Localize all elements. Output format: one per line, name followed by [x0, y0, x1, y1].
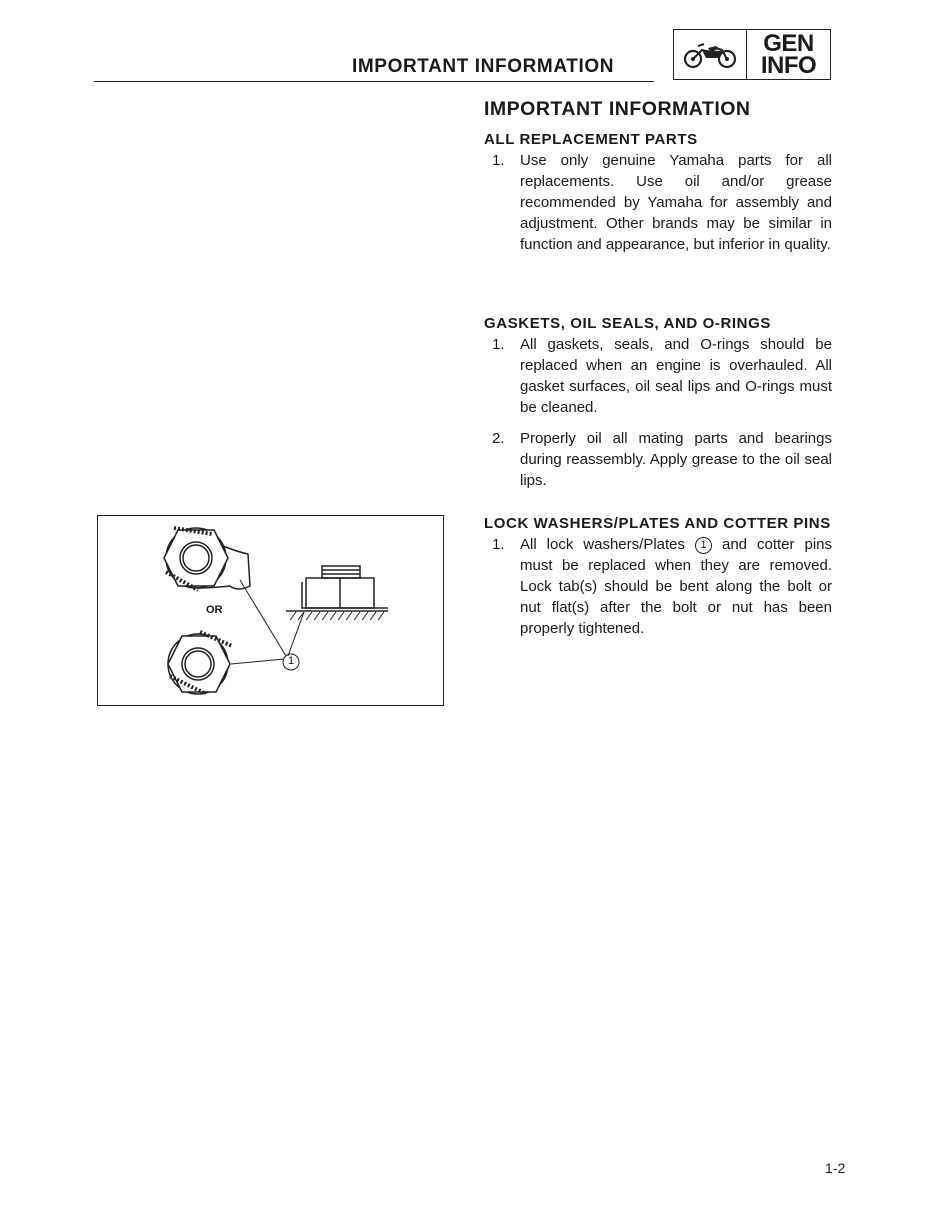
section-gaskets: [484, 313, 832, 491]
section-heading: LOCK WASHERS/PLATES AND COTTER PINS: [484, 515, 831, 532]
item-text-after: and cotter pins must be replaced when they are removed. Lock tab(s) should be bent along the bolt or nut flat(s) after the bolt or nut has been properly tightened.: [520, 536, 832, 637]
lock-washer-illustration-icon: [98, 516, 442, 704]
lock-washer-figure: [97, 515, 444, 706]
item-text-before: All lock washers/Plates: [520, 536, 686, 553]
page-number: 1-2: [825, 1160, 846, 1176]
header-title: IMPORTANT INFORMATION: [352, 56, 615, 77]
section-lock-washers: [484, 513, 832, 639]
badge-line-info: INFO: [760, 51, 817, 79]
section-replacement-parts: [484, 129, 832, 255]
section-badge: [673, 29, 831, 80]
item-text: Use only genuine Yamaha parts for all replacements. Use oil and/or grease recommended by Yamaha for assembly and adjustment. Other brands may be similar in function and appearance, but inferior in quality.: [520, 152, 832, 253]
list-item: [484, 334, 832, 418]
section-heading: ALL REPLACEMENT PARTS: [484, 131, 698, 148]
badge-line-gen: GEN: [763, 29, 814, 57]
page-title: IMPORTANT INFORMATION: [484, 98, 751, 120]
page-title-block: [484, 98, 832, 121]
item-text: All gaskets, seals, and O-rings should be replaced when an engine is overhauled. All gasket surfaces, oil seal lips and O-rings must be cleaned.: [520, 336, 832, 416]
header-rule: [94, 81, 654, 82]
item-number: 1.: [492, 536, 505, 553]
figure-callout: 1: [287, 655, 295, 667]
callout-number: 1: [695, 537, 712, 554]
figure-or-label: OR: [206, 604, 223, 616]
motorcycle-icon: [674, 30, 747, 79]
item-number: 2.: [492, 430, 505, 447]
item-text: [520, 534, 832, 639]
list-item: [484, 428, 832, 491]
list-item: [484, 534, 832, 639]
item-number: 1.: [492, 336, 505, 353]
item-number: 1.: [492, 152, 505, 169]
item-text: Properly oil all mating parts and bearings during reassembly. Apply grease to the oil seal lips.: [520, 430, 832, 489]
section-heading: GASKETS, OIL SEALS, AND O-RINGS: [484, 315, 771, 332]
list-item: [484, 150, 832, 255]
